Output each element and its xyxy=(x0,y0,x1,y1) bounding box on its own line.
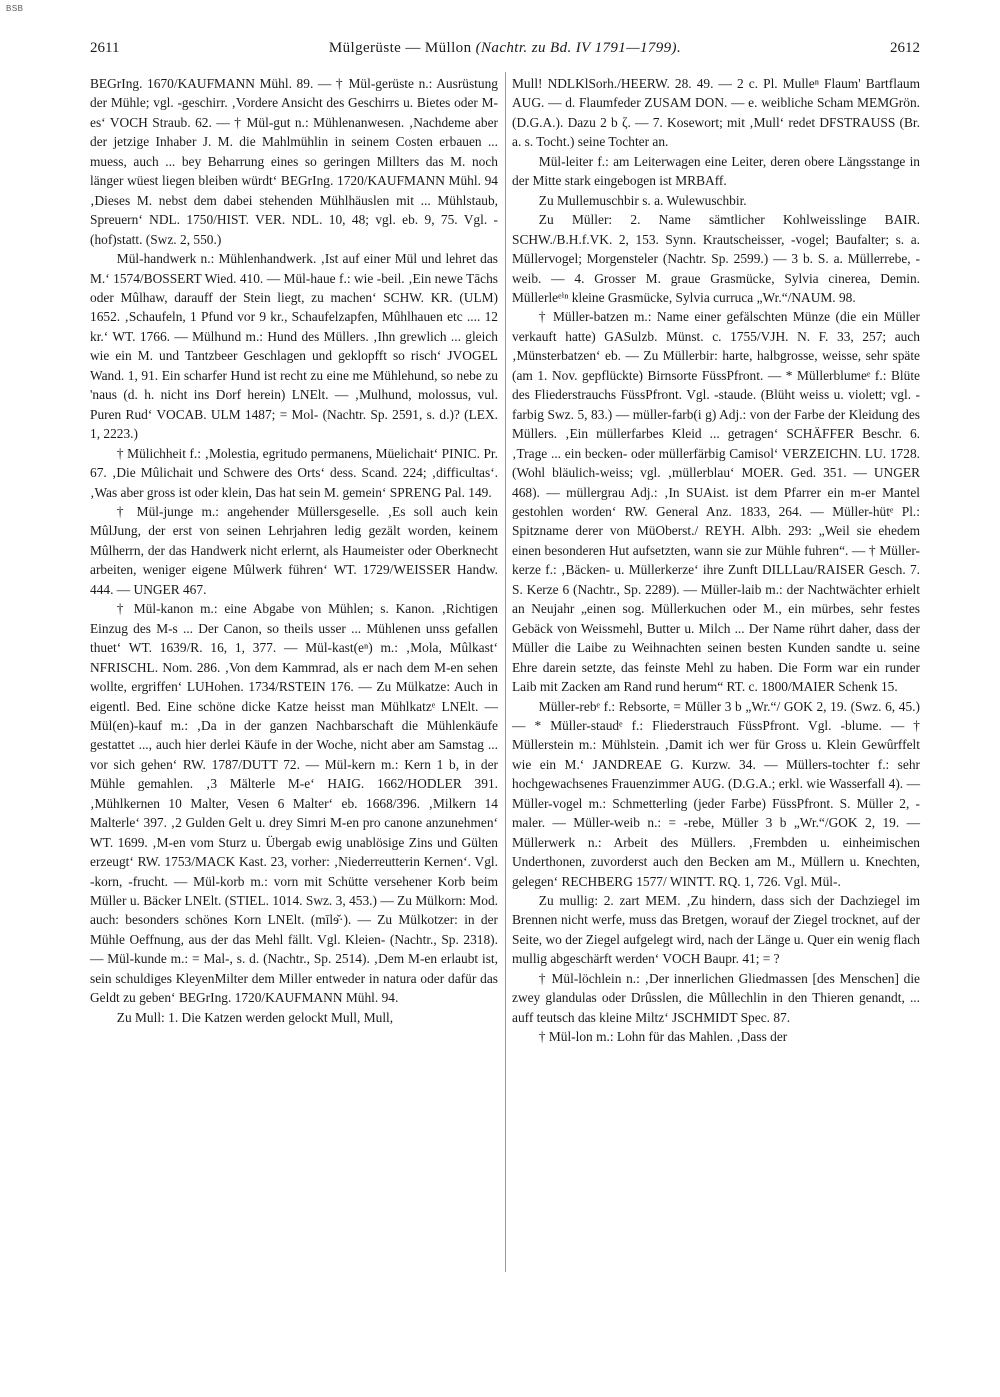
left-column xyxy=(90,74,498,1027)
page-header xyxy=(90,36,920,60)
right-column xyxy=(512,74,920,1047)
running-title-main: Mülgerüste — Müllon xyxy=(328,40,472,56)
entry-paragraph: Mull! NDLKlSorh./HEERW. 28. 49. — 2 c. Pl. Mulleⁿ Flaum' Bartflaum AUG. — d. Flaumfeder ZUSAM DON. — e. weibliche Scham MEMGrön. (D.G.A.). Dazu 2 b ζ. — 7. Kosewort; mit ‚Mull‘ redet DFSTRAUSS (Br. a. s. Tocht.) seine Tochter an. xyxy=(512,76,920,150)
entry-paragraph: Mül-handwerk n.: Mühlenhandwerk. ‚Ist auf einer Mül und lehret das M.‘ 1574/BOSSERT Wied. 410. — Mül-haue f.: wie -beil. ‚Ein newe Tāchs oder Mûlhaw, darauff der Stein liegt, zu machen‘ SCHW. KR. (ULM) 1652. ‚Schaufeln, 1 Pfund vor 9 kr., Schaufelzapfen, Mûhlhauen etc .... 12 kr.‘ WT. 1766. — Mülhund m.: Hund des Müllers. ‚Ihn grewlich ... gleich wie ein M. und Tantzbeer Geschlagen und geklopfft so risch‘ JVOGEL Wand. 1, 91. Ein scharfer Hund ist recht zu eine me Mühlehund, so nebe zu 'naus (d. h. nicht ins Dorf herein) LNElt. — ‚Mulhund, molossus, vul. Puren Rud‘ VOCAB. ULM 1487; = Mol- (Nachtr. Sp. 2591, s. d.)? (LEX. 1, 2223.) xyxy=(90,251,498,442)
library-mark: BSB xyxy=(6,4,24,13)
running-title xyxy=(90,36,920,60)
entry-paragraph: † Mül-lon m.: Lohn für das Mahlen. ‚Dass der xyxy=(538,1029,788,1045)
entry-paragraph: † Müller-batzen m.: Name einer gefälschten Münze (die ein Müller verkauft hatte) GASulzb. Münst. c. 1755/VJH. N. F. 33, 257; auch ‚Münsterbatzen‘ eb. — Zu Müllerbir: harte, halbgrosse, weisse, sehr späte (am 1. Nov. gepflückte) Birnsorte FüssPfront. — * Müllerblumeᵉ f.: Blüte des Fliederstrauchs FüssPfront. Vgl. -staude. (Blüht weiss u. violett; vgl. -farbig Swz. 5, 83.) — müller-farb(i g) Adj.: von der Farbe der Kleidung des Müllers. ‚Ein müllerfarbes Kleid ... getragen‘ SCHÄFFER Beschr. 6. ‚Trage ... ein becken- oder müllerfärbig Camisol‘ VERZEICHN. LU. 1728. (Wohl bläulich-weiss; vgl. ‚müllerblau‘ MOER. Ged. 351. — UNGER 468). — müllergrau Adj.: ‚In SUAist. ist dem Pfarrer ein m-er Mantel gestohlen worden‘ RW. General Anz. 1833, 264. — Müller-hütᵉ Pl.: Spitzname derer von MüOberst./ REYH. Albh. 293: „Weil sie ehedem einen besonderen Hut aufsetzten, wann sie zur Mühle fuhren“. — † Müller-kerze f.: ‚Bäcken- u. Müllerkerze‘ ihre Zunft DILLLau/RAISER Gesch. 7. S. Kerze 6 (Nachtr., Sp. 2289). — Müller-laib m.: der Nachtwächter erhielt an Neujahr „einen sog. Müllerkuchen oder M., ein mürbes, sehr festes Gebäck von Weissmehl, Butter u. Milch ... Der Name rührt daher, dass der Müller die Laibe zu Weihnachten seinen besten Kunden sandte u. seine Ehre darein setzte, das feinste Mehl zu haben. Die Form war ein runder Laib mit Zacken am Rand rund herum“ RT. c. 1800/MAIER Schenk 15. xyxy=(512,309,920,695)
entry-paragraph: Zu Müller: 2. Name sämtlicher Kohlweisslinge BAIR. SCHW./B.H.f.VK. 2, 153. Synn. Krautscheisser, -vogel; Baufalter; s. a. Müllervogel; Morgensteler (Nachtr. Sp. 2599.) — 3 b. S. a. Müllerrebe, -weib. — 4. Grosser M. graue Grasmücke, Sylvia cinerea, Demin. Müllerleᵉⁱⁿ kleine Grasmücke, Sylvia curruca „Wr.“/NAUM. 98. xyxy=(512,212,920,305)
entry-paragraph: † Mül-junge m.: angehender Müllersgeselle. ‚Es soll auch kein MûlJung, der erst von seinen Lehrjahren ledig gezält worden, keinem Mûlherrn, der das Handwerk nicht erlernt, als Haumeister oder Oberknecht arbeiten, weniger eigene Mûlwerk führen‘ WT. 1729/WEISSER Handw. 444. — UNGER 467. xyxy=(90,503,498,597)
entry-paragraph: Zu Mull: 1. Die Katzen werden gelockt Mull, Mull, xyxy=(116,1009,394,1025)
entry-paragraph: BEGrIng. 1670/KAUFMANN Mühl. 89. — † Mül-gerüste n.: Ausrüstung der Mühle; vgl. -geschirr. ‚Vordere Ansicht des Geschirrs u. Bietes oder M-es‘ VOCH Straub. 62. — † Mül-gut n.: Mühlenanwesen. ‚Nachdeme aber der jetzige Inhaber J. M. die Mahlmühlin in seinem Costen erbauen ... muess, auch ... bey Beharrung eines so geringen Millters das M. noch länger wüest liegen bleiben würdt‘ BEGrIng. 1720/KAUFMANN Mühl. 94 ‚Dieses M. nebst dem dabei stehenden Mühlhäuslen mit ... Mühlstaub, Spreuern‘ NDL. 1750/HIST. VER. NDL. 10, 48; vgl. eb. 9, 75. Vgl. -(hof)statt. (Swz. 2, 550.) xyxy=(90,76,498,247)
entry-paragraph: † Mülichheit f.: ‚Molestia, egritudo permanens, Müelichait‘ PINIC. Pr. 67. ‚Die Mûlichait und Schwere des Orts‘ dess. Scand. 224; ‚difficultas‘. ‚Was aber gross ist oder klein, Das hat sein M. gemein‘ SPRENG Pal. 149. xyxy=(90,445,498,500)
entry-paragraph: † Mül-kanon m.: eine Abgabe von Mühlen; s. Kanon. ‚Richtigen Einzug des M-s ... Der Canon, so theils usser ... Mühlenen unss gefallen thuet‘ WT. 1639/R. 16, 1, 377. — Mül-kast(eⁿ) m.: ‚Mola, Mûlkast‘ NFRISCHL. Nom. 286. ‚Von dem Kammrad, als er nach dem M-en sehen wollte, ergriffen‘ LUHohen. 1734/RSTEIN 176. — Zu Mülkatze: Auch in eigentl. Bed. Eine schöne dicke Katze heisst man Mühlkatzᵉ LNElt. — Mül(en)-kauf m.: ‚Da in der ganzen Nachbarschaft die Mühlenkäufe gestattet ..., auch hier derlei Käufe in der Woche, nicht aber am Samstag ... vor sich gehen‘ RW. 1787/DUTT 72. — Mül-kern m.: Kern 1 b, in der Mühle gemahlen. ‚3 Mälterle M-e‘ HAIG. 1662/HODLER 391. ‚Mühlkernen 10 Malter, Vesen 6 Malter‘ eb. 1668/396. ‚Milkern 14 Malterle‘ 397. ‚2 Gulden Gelt u. drey Simri M-en pro canone anzunehmen‘ WT. 1699. ‚M-en vom Sturz u. Übergab ewig unablösige Zins und Gülten erzeugt‘ RW. 1753/MACK Kast. 23, vorher: ‚Niederreutterin Kernen‘. Vgl. -korn, -frucht. — Mül-korb m.: vorn mit Schütte versehener Korb beim Müller u. Bäcker LNElt. (STIEL. 1014. Swz. 3, 453.) — Zu Mülkorn: Mod. auch: besonders schönes Korn LNElt. (mīlɘ̌·). — Zu Mülkotzer: in der Mühle Oeffnung, aus der das Mehl fällt. Vgl. Kleien- (Nachtr., Sp. 2318). — Mül-kunde m.: = Mal-, s. d. (Nachtr., Sp. 2514). ‚Dem M-en erlaubt ist, sein schuldiges KleyenMilter dem Miller entweder in natura oder dafür das Geldt zu geben‘ BEGrIng. 1720/KAUFMANN Mühl. 94. xyxy=(90,601,498,1006)
entry-paragraph: Mül-leiter f.: am Leiterwagen eine Leiter, deren obere Längsstange in der Mitte stark eingebogen ist MRBAff. xyxy=(512,153,920,189)
column-divider xyxy=(505,72,506,1272)
entry-paragraph: Zu mullig: 2. zart MEM. ‚Zu hindern, dass sich der Dachziegel im Brennen nicht werfe, muss das Bretgen, worauf der Ziegel trocknet, auf der Seite, wo der Ziegel aufgelegt wird, nach der Länge u. Quer ein wenig flach mullig abgeschärft werden‘ VOCH Baupr. 41; = ? xyxy=(512,893,920,967)
running-title-note: (Nachtr. zu Bd. IV 1791—1799). xyxy=(475,40,682,56)
entry-paragraph: Müller-rebᵉ f.: Rebsorte, = Müller 3 b „Wr.“/ GOK 2, 19. (Swz. 6, 45.) — * Müller-staudᵉ f.: Fliederstrauch FüssPfront. Vgl. -blume. — † Müllerstein m.: Mühlstein. ‚Damit ich wer für Gross u. Klein Gewûrffelt wie ein M.‘ JANDREAE G. Kurzw. 34. — Müllers-tochter f.: sehr hochgewachsenes Frauenzimmer AUG. (D.G.A.; erkl. wie Wasserfall 4). — Müller-vogel m.: Schmetterling (jeder Farbe) FüssPfront. S. Müller 2, -maler. — Müller-weib n.: = -rebe, Müller 3 b „Wr.“/GOK 2, 19. — Müllerwerk n.: Arbeit des Müllers. ‚Frembden u. einheimischen Underthonen, zuvorderst auch den Becken am M., Müllern u. Knechten, gelegen‘ RECHBERG 1577/ WINTT. RQ. 1, 726. Vgl. Mül-. xyxy=(512,698,920,889)
page-number-left: 2611 xyxy=(90,40,120,56)
entry-paragraph: Zu Mullemuschbir s. a. Wulewuschbir. xyxy=(538,192,747,208)
page-number-right: 2612 xyxy=(890,40,920,56)
entry-paragraph: † Mül-löchlein n.: ‚Der innerlichen Gliedmassen [des Menschen] die zwey glandulas oder Drûsslen, die Mûllechlin in den Thieren genandt, ... auff teutsch das kleine Miltz‘ JSCHMIDT Spec. 87. xyxy=(512,970,920,1025)
